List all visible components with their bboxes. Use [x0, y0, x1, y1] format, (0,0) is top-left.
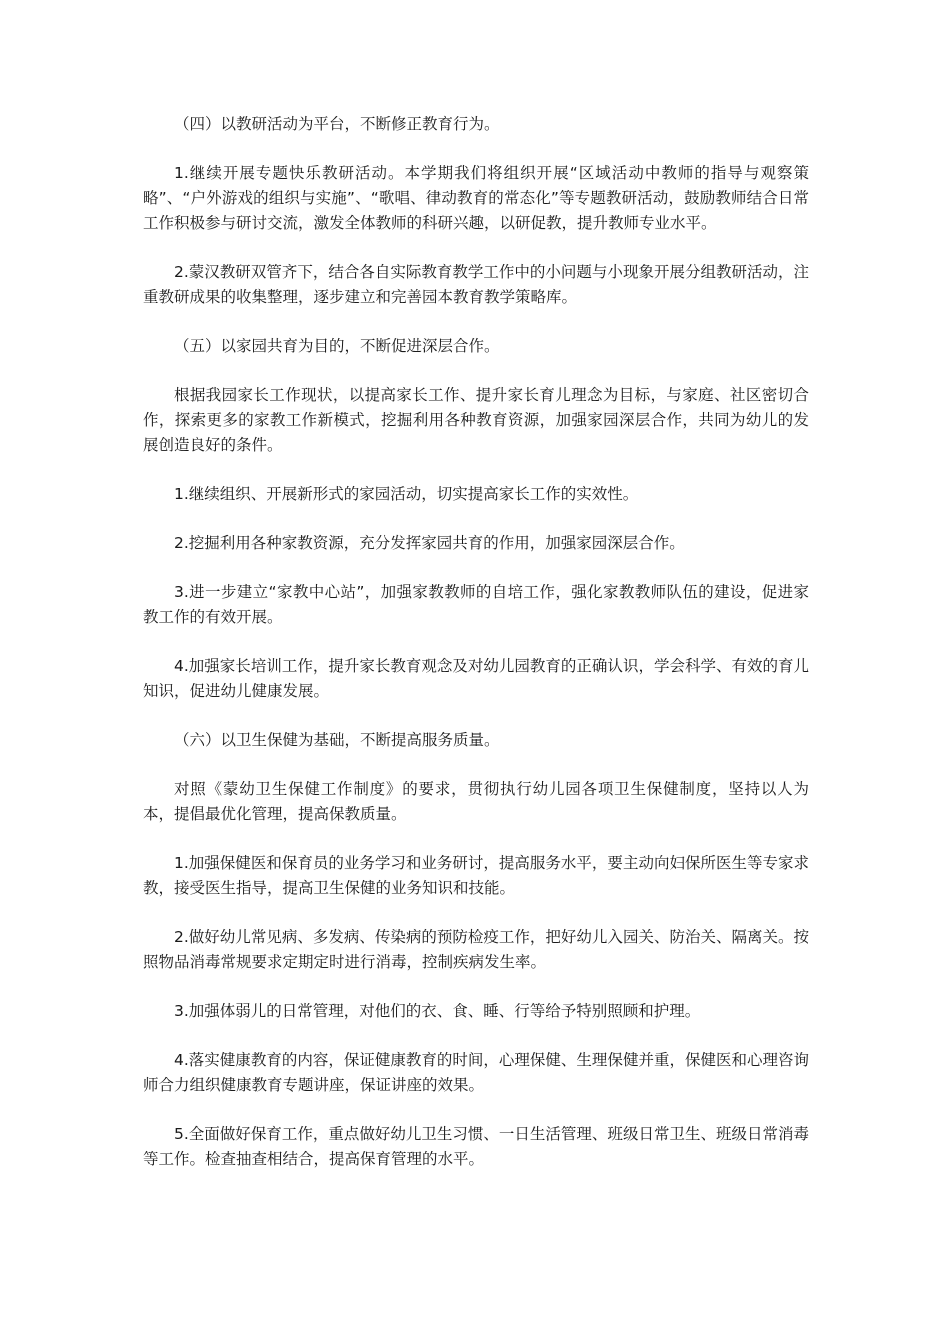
document-body — [143, 112, 809, 1196]
paragraph: 5.全面做好保育工作，重点做好幼儿卫生习惯、一日生活管理、班级日常卫生、班级日常消毒等工作。检查抽查相结合，提高保育管理的水平。 — [143, 1125, 809, 1168]
section-heading-6: （六）以卫生保健为基础，不断提高服务质量。 — [174, 731, 500, 749]
paragraph: 1.继续开展专题快乐教研活动。本学期我们将组织开展“区域活动中教师的指导与观察策略”、“户外游戏的组织与实施”、“歌唱、律动教育的常态化”等专题教研活动，鼓励教师结合日常工作积极参与研讨交流，激发全体教师的科研兴趣，以研促教，提升教师专业水平。 — [143, 164, 809, 232]
paragraph: 2.蒙汉教研双管齐下，结合各自实际教育教学工作中的小问题与小现象开展分组教研活动，注重教研成果的收集整理，逐步建立和完善园本教育教学策略库。 — [143, 263, 809, 306]
paragraph: 2.挖掘利用各种家教资源，充分发挥家园共育的作用，加强家园深层合作。 — [174, 534, 685, 552]
section-heading-4: （四）以教研活动为平台，不断修正教育行为。 — [174, 115, 500, 133]
section-heading-5: （五）以家园共育为目的，不断促进深层合作。 — [174, 337, 500, 355]
paragraph: 4.落实健康教育的内容，保证健康教育的时间，心理保健、生理保健并重，保健医和心理咨询师合力组织健康教育专题讲座，保证讲座的效果。 — [143, 1051, 809, 1094]
paragraph: 1.继续组织、开展新形式的家园活动，切实提高家长工作的实效性。 — [174, 485, 639, 503]
paragraph: 3.进一步建立“家教中心站”，加强家教教师的自培工作，强化家教教师队伍的建设，促进家教工作的有效开展。 — [143, 583, 809, 626]
paragraph: 3.加强体弱儿的日常管理，对他们的衣、食、睡、行等给予特别照顾和护理。 — [174, 1002, 701, 1020]
paragraph: 对照《蒙幼卫生保健工作制度》的要求，贯彻执行幼儿园各项卫生保健制度，坚持以人为本，提倡最优化管理，提高保教质量。 — [143, 780, 809, 823]
paragraph: 4.加强家长培训工作，提升家长教育观念及对幼儿园教育的正确认识，学会科学、有效的育儿知识，促进幼儿健康发展。 — [143, 657, 809, 700]
paragraph: 根据我园家长工作现状，以提高家长工作、提升家长育儿理念为目标，与家庭、社区密切合作，探索更多的家教工作新模式，挖掘利用各种教育资源，加强家园深层合作，共同为幼儿的发展创造良好的条件。 — [143, 386, 809, 454]
paragraph: 1.加强保健医和保育员的业务学习和业务研讨，提高服务水平，要主动向妇保所医生等专家求教，接受医生指导，提高卫生保健的业务知识和技能。 — [143, 854, 809, 897]
paragraph: 2.做好幼儿常见病、多发病、传染病的预防检疫工作，把好幼儿入园关、防治关、隔离关。按照物品消毒常规要求定期定时进行消毒，控制疾病发生率。 — [143, 928, 809, 971]
